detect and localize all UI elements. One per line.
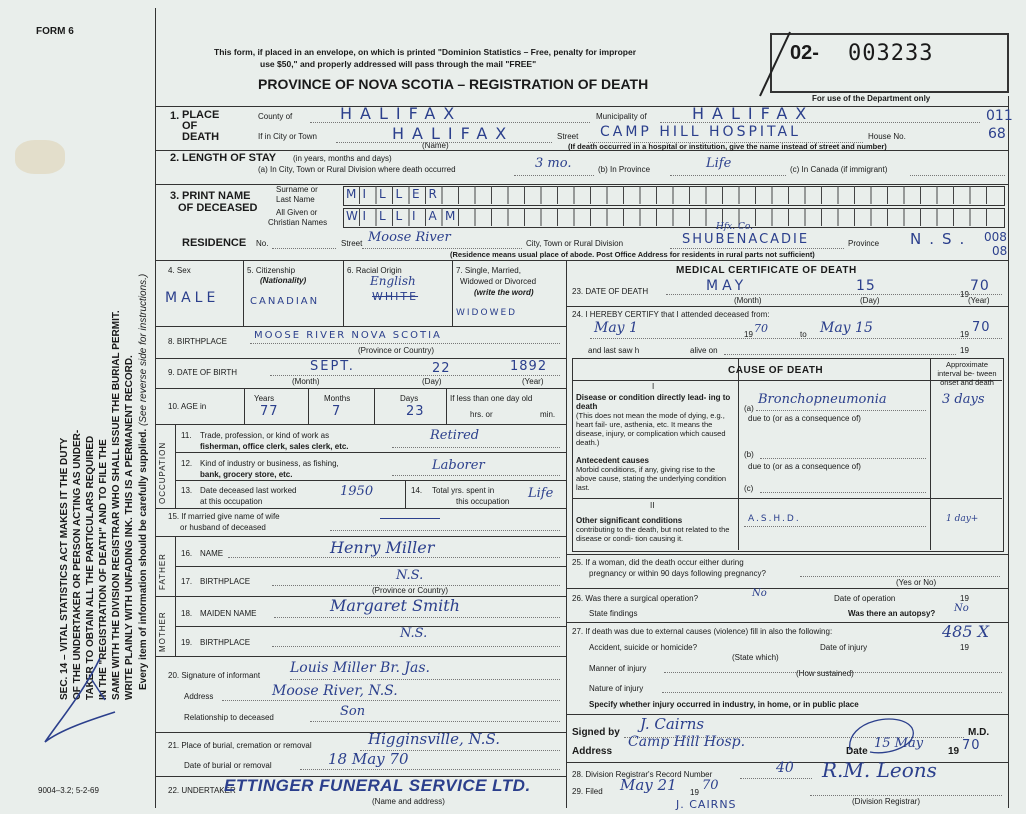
q11-l2: fisherman, office clerk, sales clerk, etc. bbox=[200, 442, 349, 451]
form-number: FORM 6 bbox=[36, 26, 74, 37]
signed-date-19: 19 bbox=[948, 746, 960, 757]
given-name-letter: I bbox=[412, 209, 416, 223]
death-month-label: (Month) bbox=[734, 296, 762, 305]
q12-l2: bank, grocery store, etc. bbox=[200, 470, 293, 479]
accident-label: Accident, suicide or homicide? bbox=[589, 643, 698, 652]
q25-l1: 25. If a woman, did the death occur either during bbox=[572, 558, 744, 567]
father-birthplace: N.S. bbox=[396, 568, 424, 583]
dob-month: SEPT. bbox=[310, 359, 355, 374]
marital-value: WIDOWED bbox=[456, 308, 518, 318]
mother-name-line bbox=[274, 617, 560, 618]
surname-letter: E bbox=[412, 187, 420, 201]
age-years-label: Years bbox=[254, 394, 275, 403]
col-sep2 bbox=[343, 260, 344, 326]
q4-label: 4. Sex bbox=[168, 266, 191, 275]
surname-letter: I bbox=[362, 187, 367, 201]
q2a-label: (a) In City, Town or Rural Division where death occurred bbox=[258, 165, 456, 174]
state-which-label: (State which) bbox=[732, 653, 779, 662]
dob-month-label: (Month) bbox=[292, 377, 320, 386]
province-value: N.S. bbox=[910, 230, 973, 248]
father-name-line bbox=[228, 557, 560, 558]
date-label: Date bbox=[846, 746, 868, 757]
rule-3 bbox=[155, 260, 1008, 261]
cause-b: (b) bbox=[744, 450, 754, 459]
typed-name: J. CAIRNS bbox=[676, 798, 737, 811]
cause-c-line bbox=[760, 492, 926, 493]
province-label: Province bbox=[848, 239, 880, 248]
q5-sub: (Nationality) bbox=[260, 276, 307, 285]
q15-dash bbox=[380, 518, 440, 519]
dob-day-label: (Day) bbox=[422, 377, 442, 386]
death-day-label: (Day) bbox=[860, 296, 880, 305]
dob-year: 1892 bbox=[510, 359, 548, 374]
due-to-1: due to (or as a consequence of) bbox=[748, 414, 861, 423]
alive-on-label: alive on bbox=[690, 346, 718, 355]
municipality-code: 011 bbox=[986, 108, 1013, 124]
rule-occ2 bbox=[175, 480, 566, 481]
q14-value: Life bbox=[528, 486, 554, 501]
signed-by-label: Signed by bbox=[572, 727, 620, 738]
racial-origin-value: English bbox=[370, 274, 416, 288]
q1-num: 1. bbox=[170, 110, 180, 122]
q7-label3: (write the word) bbox=[474, 288, 534, 297]
q13-num: 13. bbox=[181, 486, 193, 495]
q14-num: 14. bbox=[411, 486, 423, 495]
q25-line bbox=[800, 576, 1000, 577]
municipality-value: HALIFAX bbox=[692, 104, 815, 123]
injury-date-19: 19 bbox=[960, 643, 969, 652]
age-years: 77 bbox=[260, 404, 279, 419]
dept-use-note: For use of the Department only bbox=[812, 94, 931, 103]
residence-city: SHUBENACADIE bbox=[682, 232, 810, 247]
age-months-label: Months bbox=[324, 394, 351, 403]
given-name-letter: A bbox=[428, 209, 437, 223]
father-name: Henry Miller bbox=[330, 538, 435, 557]
q28-value: 40 bbox=[776, 760, 794, 776]
mother-birthplace: N.S. bbox=[400, 626, 428, 641]
rule-mother bbox=[175, 626, 566, 627]
sex-value: MALE bbox=[165, 290, 220, 306]
rule-l6 bbox=[155, 536, 566, 537]
q26-value: No bbox=[752, 588, 767, 599]
direct-cause-desc: (This does not mean the mode of dying, e.g., heart fail- ure, asthenia, etc. It means the disease, injury, or complication which caused death.) bbox=[576, 411, 726, 447]
attend-to-19: 19 bbox=[960, 330, 969, 339]
informant-address-label: Address bbox=[184, 692, 214, 701]
rule-l1 bbox=[155, 326, 566, 327]
attend-from-yr: 70 bbox=[754, 322, 768, 335]
age-sep2 bbox=[308, 388, 309, 424]
other-conditions-desc: contributing to the death, but not related to the disease or condi- tion causing it. bbox=[576, 525, 730, 543]
age-hrs: hrs. or bbox=[470, 410, 493, 419]
municipality-line bbox=[660, 122, 980, 123]
alive-line bbox=[724, 354, 956, 355]
q13-l2: at this occupation bbox=[200, 497, 263, 506]
doctor-address: Camp Hill Hosp. bbox=[628, 734, 746, 750]
q7-label1: 7. Single, Married, bbox=[456, 266, 521, 275]
mid-divider bbox=[566, 260, 567, 808]
q3-label1: PRINT NAME bbox=[182, 190, 251, 202]
q9-label: 9. DATE OF BIRTH bbox=[168, 368, 238, 377]
cause-title: CAUSE OF DEATH bbox=[728, 365, 824, 376]
paper-stain bbox=[15, 140, 65, 174]
q13-value: 1950 bbox=[340, 484, 374, 499]
q2c-label: (c) In Canada (if immigrant) bbox=[790, 165, 888, 174]
birthplace-line bbox=[250, 343, 560, 344]
q7-label2: Widowed or Divorced bbox=[460, 277, 537, 286]
q6-label: 6. Racial Origin bbox=[347, 266, 402, 275]
footer-code: 9004–3.2; 5-2-69 bbox=[38, 786, 99, 795]
cause-c: (c) bbox=[744, 484, 754, 493]
mother-name: Margaret Smith bbox=[330, 596, 460, 615]
birthplace-value: MOOSE RIVER NOVA SCOTIA bbox=[254, 330, 442, 341]
right-border bbox=[1008, 96, 1009, 808]
other-line bbox=[744, 526, 926, 527]
q23-label: 23. DATE OF DEATH bbox=[572, 287, 649, 296]
q10-label: 10. AGE in bbox=[168, 402, 207, 411]
city-line bbox=[336, 142, 552, 143]
dob-year-label: (Year) bbox=[522, 377, 544, 386]
cause-a-value: Bronchopneumonia bbox=[758, 392, 887, 407]
nature-line bbox=[662, 692, 1002, 693]
alive-19: 19 bbox=[960, 346, 969, 355]
cause-a: (a) bbox=[744, 404, 754, 413]
address-label: Address bbox=[572, 746, 613, 757]
burial-place: Higginsville, N.S. bbox=[368, 730, 500, 748]
q2b-label: (b) In Province bbox=[598, 165, 651, 174]
q28-label: 28. Division Registrar's Record Number bbox=[572, 770, 713, 779]
side-instructions: SEC. 14 – VITAL STATISTICS ACT MAKES IT THE DUTY OF THE UNDERTAKER OR PERSON ACTING AS UNDER- TAKER TO OBTAIN ALL THE PARTICULARS REQUIRED IN THE "REGISTRATION OF DEATH" AND TO FILE THE SAME WITH THE DIVISION REGISTRAR WHO SHALL ISSUE THE BURIAL PERMIT. WRITE PLAINLY WITH UNFADING INK. THIS IS A PERMANENT RECORD. bbox=[59, 310, 135, 700]
undertaker-stamp: ETTINGER FUNERAL SERVICE LTD. bbox=[224, 776, 531, 795]
yes-no-label: (Yes or No) bbox=[896, 578, 937, 587]
q29-value: May 21 bbox=[620, 776, 677, 794]
death-year-label: (Year) bbox=[968, 296, 990, 305]
informant-address-line bbox=[222, 700, 560, 701]
mother-bp-line bbox=[272, 646, 560, 647]
q19-label: BIRTHPLACE bbox=[200, 638, 251, 647]
res-city-line bbox=[670, 248, 844, 249]
racial-origin-struck: WHITE bbox=[372, 290, 419, 303]
signed-date-yr: 70 bbox=[962, 738, 981, 753]
col-sep3 bbox=[452, 260, 453, 326]
q2-sub: (in years, months and days) bbox=[293, 154, 392, 163]
attend-line bbox=[590, 338, 1002, 339]
parent-divider bbox=[175, 536, 176, 656]
q12-l1: Kind of industry or business, as fishing, bbox=[200, 459, 339, 468]
surname-letter: L bbox=[395, 187, 403, 201]
q18-label: MAIDEN NAME bbox=[200, 609, 257, 618]
res-no-line bbox=[272, 248, 336, 249]
other-conditions-label: Other significant conditions bbox=[576, 516, 683, 525]
rule-l4 bbox=[155, 424, 566, 425]
autopsy-value: No bbox=[954, 603, 969, 614]
q18-num: 18. bbox=[181, 609, 193, 618]
how-sustained-label: (How sustained) bbox=[796, 669, 854, 678]
given-label1: All Given or bbox=[276, 208, 318, 217]
q20-label: 20. Signature of informant bbox=[168, 671, 261, 680]
q2-num: 2. bbox=[170, 152, 180, 164]
side-note: Every item of information should be carefully supplied. (See reverse side for instructions.) bbox=[138, 273, 149, 690]
q2b-line bbox=[670, 175, 786, 176]
given-name-letter: I bbox=[362, 209, 367, 223]
q3-num: 3. bbox=[170, 190, 180, 202]
rule-father bbox=[175, 566, 566, 567]
birthplace-sub: (Province or Country) bbox=[358, 346, 435, 355]
due-to-2: due to (or as a consequence of) bbox=[748, 462, 861, 471]
q2a-value: 3 mo. bbox=[535, 156, 572, 171]
age-days-label: Days bbox=[400, 394, 419, 403]
other-conditions-value: A.S.H.D. bbox=[748, 514, 801, 524]
house-code: 68 bbox=[988, 126, 1006, 142]
burial-date-label: Date of burial or removal bbox=[184, 761, 272, 770]
dob-line bbox=[270, 375, 560, 376]
q24-label: 24. I HEREBY CERTIFY that I attended deceased from: bbox=[572, 310, 770, 319]
q21-label: 21. Place of burial, cremation or removal bbox=[168, 741, 312, 750]
reg-number: 003233 bbox=[848, 41, 934, 66]
residence-city-label: City, Town or Rural Division bbox=[526, 239, 624, 248]
nature-label: Nature of injury bbox=[589, 684, 644, 693]
given-name-letter: L bbox=[395, 209, 403, 223]
cause-b-line bbox=[760, 458, 926, 459]
relationship-label: Relationship to deceased bbox=[184, 713, 274, 722]
left-border bbox=[155, 8, 156, 808]
residence-county-note: Hfx. Co. bbox=[716, 222, 753, 232]
q14-l2: this occupation bbox=[456, 497, 510, 506]
rule-l2 bbox=[155, 358, 566, 359]
q2b-value: Life bbox=[706, 156, 732, 171]
interval-title: Approximate interval be- tween onset and death bbox=[937, 360, 997, 387]
occ-divider bbox=[175, 424, 176, 508]
q11-value: Retired bbox=[430, 428, 480, 443]
q26-label: 26. Was there a surgical operation? bbox=[572, 594, 699, 603]
q29-yr: 70 bbox=[702, 778, 719, 793]
signed-by: J. Cairns bbox=[640, 715, 705, 733]
roman-ii: II bbox=[650, 501, 655, 510]
signed-date: 15 May bbox=[874, 736, 924, 751]
specify-label: Specify whether injury occurred in industry, in home, or in public place bbox=[589, 700, 859, 709]
op-date-19: 19 bbox=[960, 594, 969, 603]
hospital-note: (If death occurred in a hospital or institution, give the name instead of street and number) bbox=[568, 142, 887, 151]
informant-signature: Louis Miller Br. Jas. bbox=[290, 660, 430, 676]
q2c-line bbox=[910, 175, 1005, 176]
registrar-line bbox=[810, 795, 1002, 796]
q15-line bbox=[330, 530, 560, 531]
registrar-label: (Division Registrar) bbox=[852, 797, 921, 806]
age-sep3 bbox=[374, 388, 375, 424]
county-label: County of bbox=[258, 112, 293, 121]
burial-date: 18 May 70 bbox=[328, 750, 409, 768]
county-line bbox=[310, 122, 590, 123]
informant-address: Moose River, N.S. bbox=[272, 683, 398, 699]
rule-occ1 bbox=[175, 452, 566, 453]
rule-r5 bbox=[566, 714, 1008, 715]
medical-title: MEDICAL CERTIFICATE OF DEATH bbox=[676, 265, 857, 276]
autopsy-label: Was there an autopsy? bbox=[848, 609, 936, 618]
occupation-side-label: OCCUPATION bbox=[158, 441, 167, 504]
antecedent-desc: Morbid conditions, if any, giving rise to the above cause, stating the underlying condition last. bbox=[576, 465, 727, 492]
surname-letter: R bbox=[428, 187, 437, 201]
q2-label: LENGTH OF STAY bbox=[182, 152, 277, 164]
surname-letter: L bbox=[379, 187, 386, 201]
q17-num: 17. bbox=[181, 577, 193, 586]
occ-sep bbox=[405, 480, 406, 508]
q12-line bbox=[392, 475, 560, 476]
undertaker-sub: (Name and address) bbox=[372, 797, 445, 806]
age-min: min. bbox=[540, 410, 556, 419]
residence-code1: 008 bbox=[984, 230, 1007, 244]
direct-cause-label: Disease or condition directly lead- ing to death bbox=[576, 393, 731, 411]
attend-to-yr: 70 bbox=[972, 320, 991, 335]
given-name-letter: W bbox=[346, 209, 358, 223]
q2a-line bbox=[514, 175, 594, 176]
injury-date-label: Date of injury bbox=[820, 643, 868, 652]
rule-r1 bbox=[566, 306, 1008, 307]
roman-i: I bbox=[652, 382, 655, 391]
q8-label: 8. BIRTHPLACE bbox=[168, 337, 227, 346]
q13-l1: Date deceased last worked bbox=[200, 486, 297, 495]
residence-street: Moose River bbox=[368, 230, 451, 245]
attend-to-label: to bbox=[800, 330, 807, 339]
q22-label: 22. UNDERTAKER bbox=[168, 786, 236, 795]
rule-l8 bbox=[155, 656, 566, 657]
relationship-value: Son bbox=[340, 704, 366, 719]
dob-day: 22 bbox=[432, 361, 451, 376]
q16-label: NAME bbox=[200, 549, 224, 558]
burial-date-line bbox=[300, 769, 560, 770]
age-days: 23 bbox=[406, 404, 425, 419]
rule-l9 bbox=[155, 732, 566, 733]
envelope-note-2: use $50," and properly addressed will pass through the mail "FREE" bbox=[260, 59, 537, 69]
cause-sep bbox=[738, 358, 739, 550]
q1-label: PLACE OF DEATH bbox=[182, 109, 220, 143]
residence-note: (Residence means usual place of abode. Post Office Address for residents in rural parts not sufficient) bbox=[450, 250, 815, 259]
q12-value: Laborer bbox=[432, 458, 485, 473]
res-street-line bbox=[362, 248, 522, 249]
death-date-line bbox=[666, 294, 1002, 295]
death-day: 15 bbox=[856, 278, 876, 294]
q16-num: 16. bbox=[181, 549, 193, 558]
residence-code2: 08 bbox=[992, 244, 1008, 258]
signature-loop bbox=[840, 710, 920, 758]
q29-label: 29. Filed bbox=[572, 787, 603, 796]
envelope-note-1: This form, if placed in an envelope, on which is printed "Dominion Statistics – Free, penalty for improper bbox=[214, 47, 637, 57]
q29-19: 19 bbox=[690, 788, 699, 797]
rule-l3 bbox=[155, 388, 566, 389]
q3-label2: OF DECEASED bbox=[178, 202, 258, 214]
residence-label: RESIDENCE bbox=[182, 237, 247, 249]
reg-prefix: 02- bbox=[790, 42, 819, 64]
age-months: 7 bbox=[332, 404, 345, 419]
code-485: 485 X bbox=[942, 622, 990, 641]
death-month: MAY bbox=[706, 278, 748, 294]
age-sep1 bbox=[244, 388, 245, 424]
county-value: HALIFAX bbox=[340, 104, 463, 123]
other-conditions-interval: 1 day+ bbox=[946, 514, 979, 524]
death-year: 70 bbox=[970, 278, 990, 294]
death-year-prefix: 19 bbox=[960, 290, 969, 299]
q28-line bbox=[740, 778, 812, 779]
q17-label: BIRTHPLACE bbox=[200, 577, 251, 586]
rule-l5 bbox=[155, 508, 566, 509]
registrar-signature: R.M. Leons bbox=[822, 758, 937, 782]
q14-l1: Total yrs. spent in bbox=[432, 486, 495, 495]
state-findings-label: State findings bbox=[589, 609, 638, 618]
q15-l2: or husband of deceased bbox=[180, 523, 266, 532]
interval-sep bbox=[930, 358, 931, 550]
attend-from-19: 19 bbox=[744, 330, 753, 339]
city-name-label: (Name) bbox=[422, 141, 449, 150]
q25-l2: pregnancy or within 90 days following pregnancy? bbox=[589, 569, 766, 578]
mother-side-label: MOTHER bbox=[158, 611, 167, 652]
reg-box-slash bbox=[752, 30, 792, 100]
given-label2: Christian Names bbox=[268, 218, 328, 227]
father-side-label: FATHER bbox=[158, 553, 167, 590]
q12-num: 12. bbox=[181, 459, 193, 468]
citizenship-value: CANADIAN bbox=[250, 296, 320, 307]
attend-to: May 15 bbox=[820, 320, 873, 336]
q19-num: 19. bbox=[181, 638, 193, 647]
letter-grid-lines bbox=[343, 186, 1005, 228]
rule-r2 bbox=[566, 554, 1008, 555]
surname-letter: M bbox=[346, 187, 357, 201]
cause-ii-rule bbox=[572, 498, 1002, 499]
given-name-letter: L bbox=[379, 209, 386, 223]
street-label: Street bbox=[557, 132, 579, 141]
q27-label: 27. If death was due to external causes (violence) fill in also the following: bbox=[572, 627, 833, 636]
relationship-line bbox=[310, 721, 560, 722]
age-sep4 bbox=[446, 388, 447, 424]
manner-label: Manner of injury bbox=[589, 664, 647, 673]
last-saw-label: and last saw h bbox=[588, 346, 640, 355]
antecedent-label: Antecedent causes bbox=[576, 456, 649, 465]
cause-a-interval: 3 days bbox=[942, 392, 985, 407]
md-label: M.D. bbox=[968, 727, 990, 738]
given-name-letter: M bbox=[445, 209, 456, 223]
father-bp-sub: (Province or Country) bbox=[372, 586, 449, 595]
street-value: CAMP HILL HOSPITAL bbox=[600, 124, 801, 140]
municipality-label: Municipality of bbox=[596, 112, 647, 121]
attend-from: May 1 bbox=[594, 320, 638, 336]
surname-label1: Surname or bbox=[276, 185, 318, 194]
residence-street-label: Street bbox=[341, 239, 363, 248]
surname-label2: Last Name bbox=[276, 195, 315, 204]
q5-label: 5. Citizenship bbox=[247, 266, 296, 275]
rule-r3 bbox=[566, 588, 1008, 589]
q11-num: 11. bbox=[181, 431, 192, 440]
rule-top bbox=[155, 106, 1008, 107]
op-date-label: Date of operation bbox=[834, 594, 896, 603]
city-label: If in City or Town bbox=[258, 132, 317, 141]
city-value: HALIFAX bbox=[392, 124, 515, 143]
residence-no-label: No. bbox=[256, 239, 269, 248]
form-title: PROVINCE OF NOVA SCOTIA – REGISTRATION OF DEATH bbox=[258, 76, 649, 92]
house-label: House No. bbox=[868, 132, 906, 141]
informant-sig-line bbox=[290, 679, 560, 680]
q15-l1: 15. If married give name of wife bbox=[168, 512, 280, 521]
margin-pen-mark bbox=[30, 650, 120, 760]
q11-l1: Trade, profession, or kind of work as bbox=[200, 431, 330, 440]
q11-line bbox=[392, 447, 560, 448]
age-lt-label: If less than one day old bbox=[450, 394, 533, 403]
cause-a-line bbox=[756, 410, 926, 411]
col-sep1 bbox=[243, 260, 244, 326]
